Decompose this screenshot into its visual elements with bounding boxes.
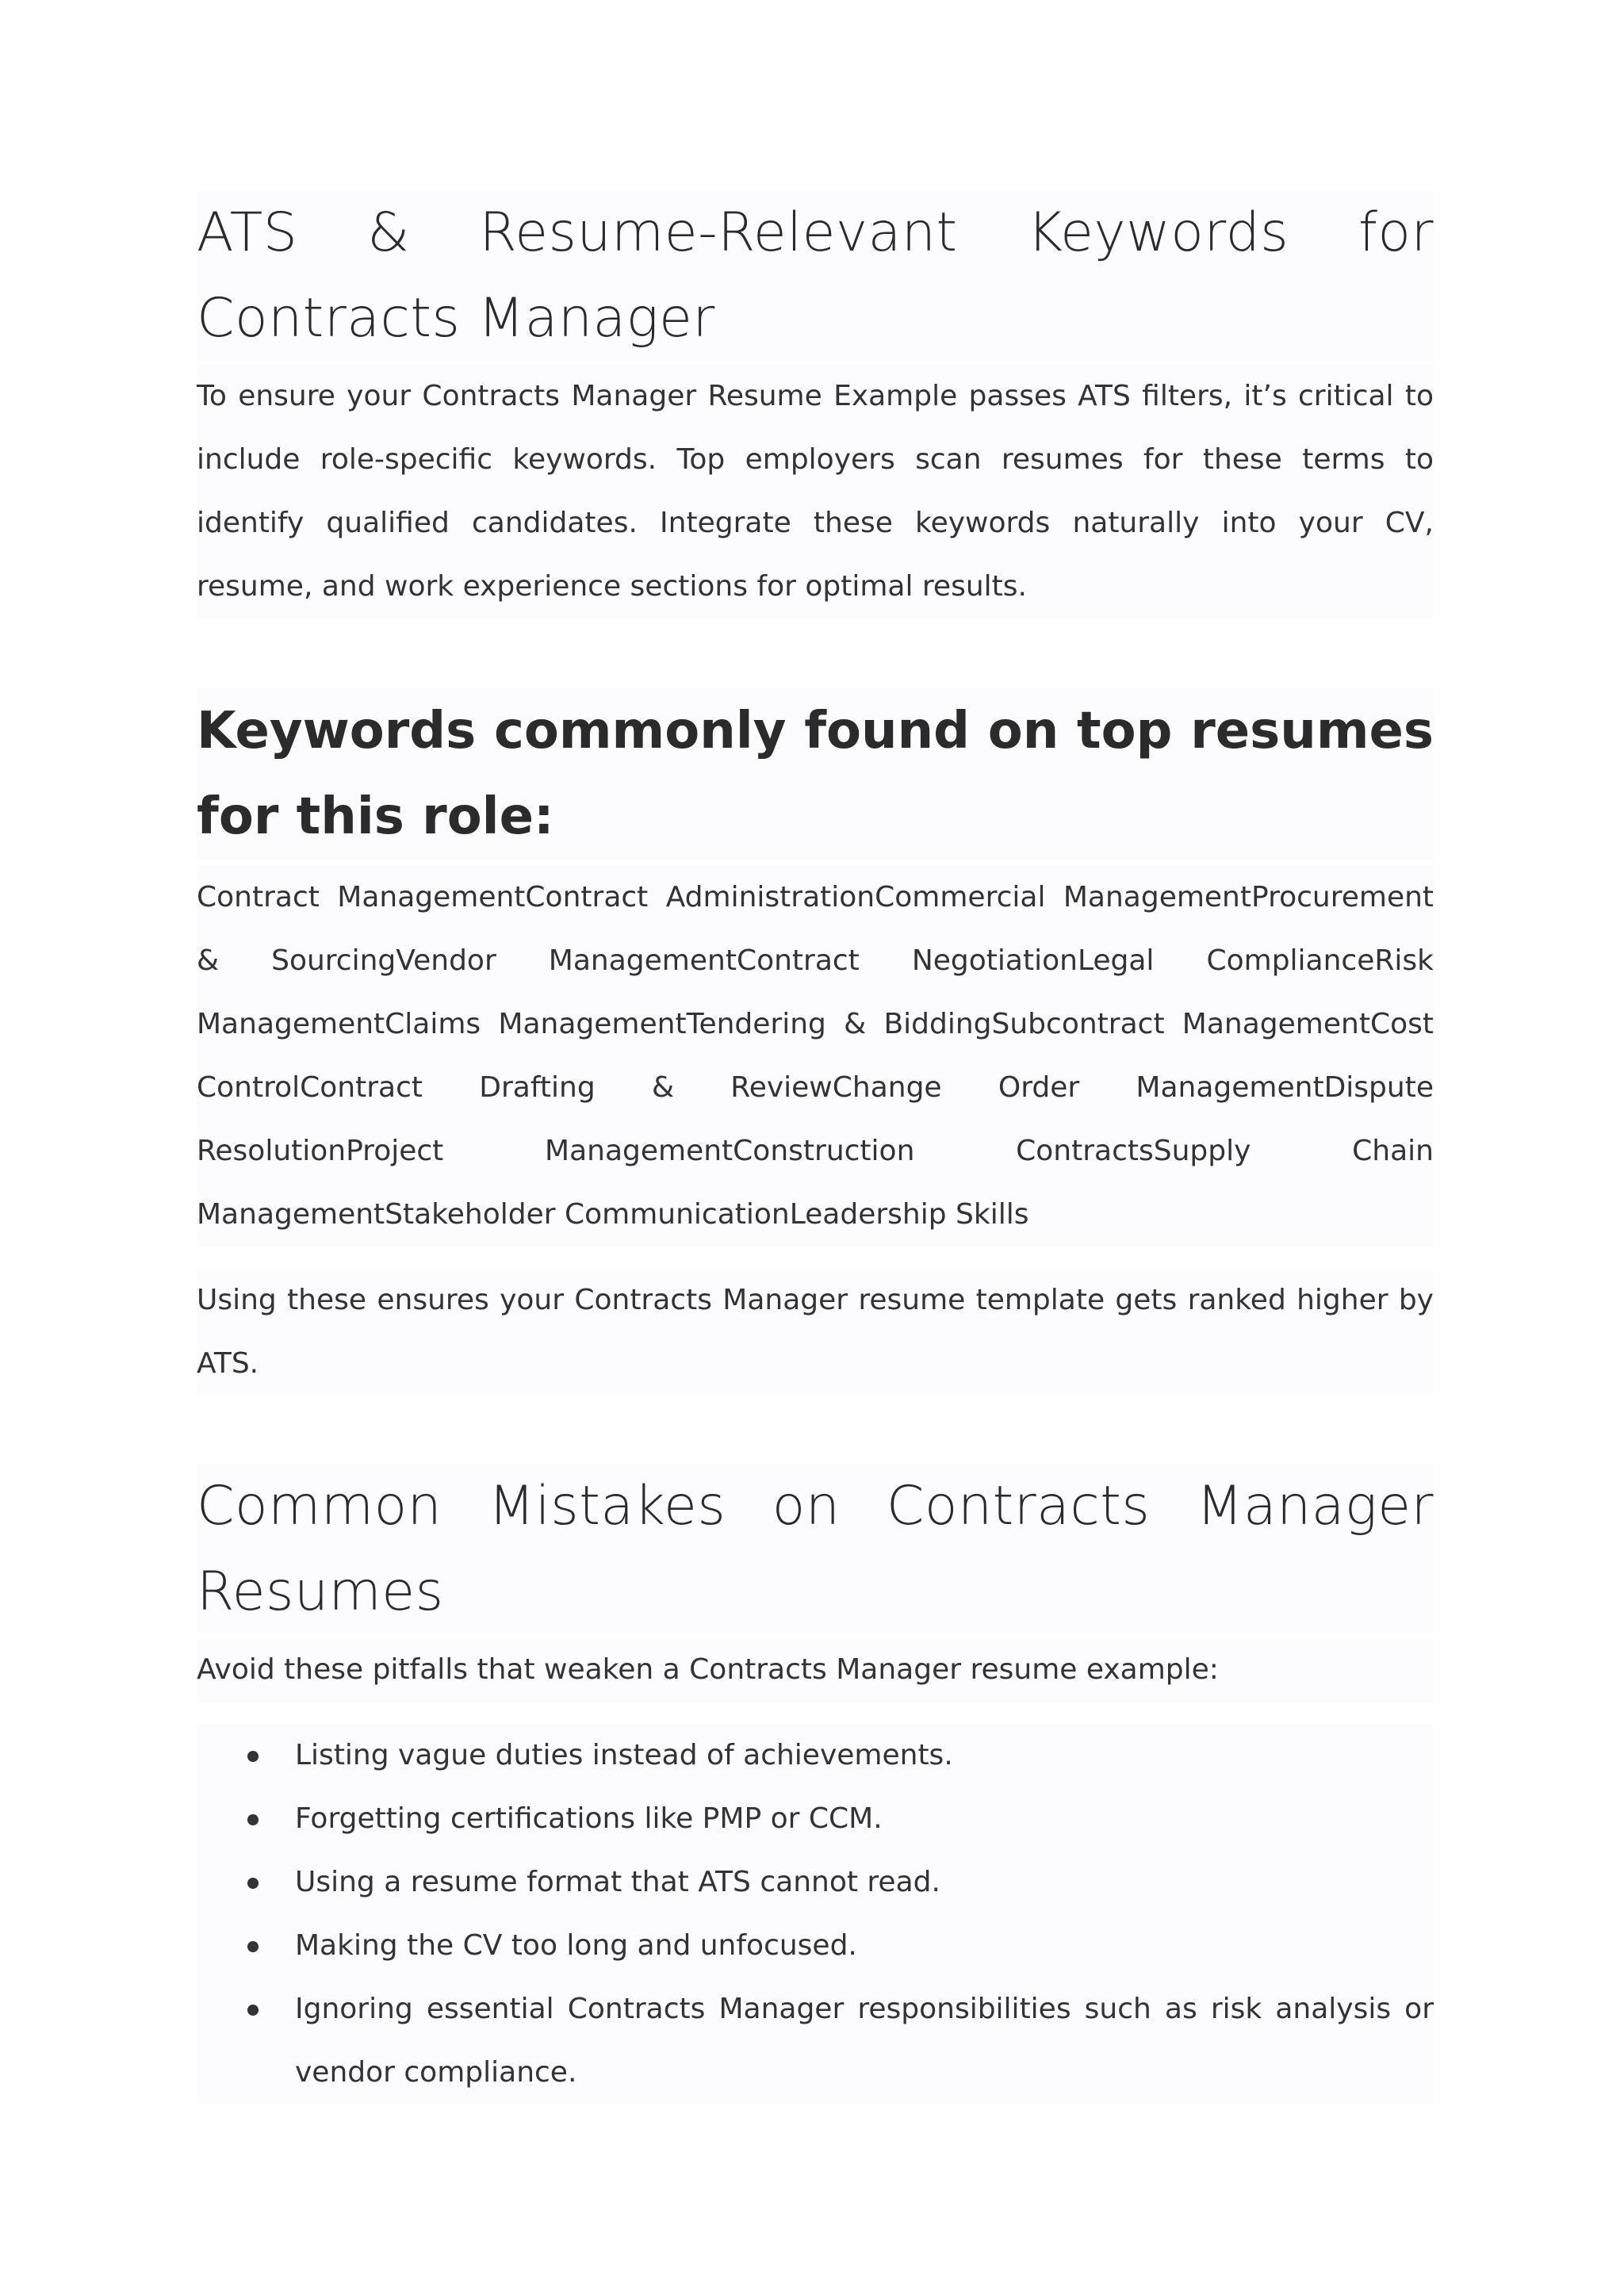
bullet-icon — [247, 1814, 259, 1825]
section-intro-paragraph: To ensure your Contracts Manager Resume Example passes ATS filters, it’s critical to include role-specific keywords. Top employers scan resumes for these terms to identify qualified candidates. Integrate these keywords naturally into your CV, resume, and work experience sections for optimal results. — [197, 365, 1434, 618]
list-item — [197, 1978, 1434, 2104]
keyword: Commercial Management — [875, 881, 1251, 913]
list-item — [197, 1724, 1434, 1787]
keyword: Tendering & Bidding — [686, 1008, 992, 1040]
keyword: Legal Compliance — [1077, 944, 1375, 977]
bullet-icon — [247, 2005, 259, 2016]
keyword: Dispute Resolution — [197, 1071, 1434, 1167]
list-item-text: Ignoring essential Contracts Manager responsibilities such as risk analysis or vendor compliance. — [295, 1993, 1434, 2089]
keyword: Leadership Skills — [789, 1198, 1029, 1231]
section-title-keywords-list: Keywords commonly found on top resumes for this role: — [197, 688, 1434, 860]
keyword: Stakeholder Communication — [385, 1198, 790, 1231]
keyword: Supply Chain Management — [197, 1135, 1434, 1231]
keyword: Contract Negotiation — [736, 944, 1078, 977]
list-item — [197, 1914, 1434, 1978]
section-title-ats-keywords: ATS & Resume-Relevant Keywords for Contracts Manager — [197, 190, 1434, 362]
keyword: Contract Management — [197, 881, 526, 913]
keyword: Cost Control — [197, 1008, 1434, 1104]
list-item-text: Listing vague duties instead of achievements. — [295, 1739, 953, 1771]
mistakes-list — [197, 1724, 1434, 2104]
list-item — [197, 1851, 1434, 1914]
mistakes-intro: Avoid these pitfalls that weaken a Contracts Manager resume example: — [197, 1638, 1434, 1702]
ats-ranking-note: Using these ensures your Contracts Manager resume template gets ranked higher by ATS. — [197, 1269, 1434, 1396]
keyword: Construction Contracts — [733, 1135, 1154, 1167]
list-item-text: Forgetting certifications like PMP or CCM. — [295, 1802, 883, 1835]
bullet-icon — [247, 1941, 259, 1952]
list-item-text: Making the CV too long and unfocused. — [295, 1929, 857, 1962]
bullet-icon — [247, 1878, 259, 1889]
list-item-text: Using a resume format that ATS cannot read. — [295, 1866, 940, 1898]
keyword: Change Order Management — [832, 1071, 1324, 1104]
list-item — [197, 1787, 1434, 1851]
keyword: Vendor Management — [396, 944, 737, 977]
keyword: Contract Administration — [525, 881, 875, 913]
section-title-common-mistakes: Common Mistakes on Contracts Manager Resumes — [197, 1464, 1434, 1635]
keyword: Project Management — [346, 1135, 733, 1167]
keyword: Procurement & Sourcing — [197, 881, 1434, 977]
keyword: Subcontract Management — [991, 1008, 1370, 1040]
keyword: Contract Drafting & Review — [300, 1071, 833, 1104]
keyword: Risk Management — [197, 944, 1434, 1040]
bullet-icon — [247, 1751, 259, 1762]
keywords-paragraph — [197, 866, 1434, 1247]
keyword: Claims Management — [385, 1008, 687, 1040]
